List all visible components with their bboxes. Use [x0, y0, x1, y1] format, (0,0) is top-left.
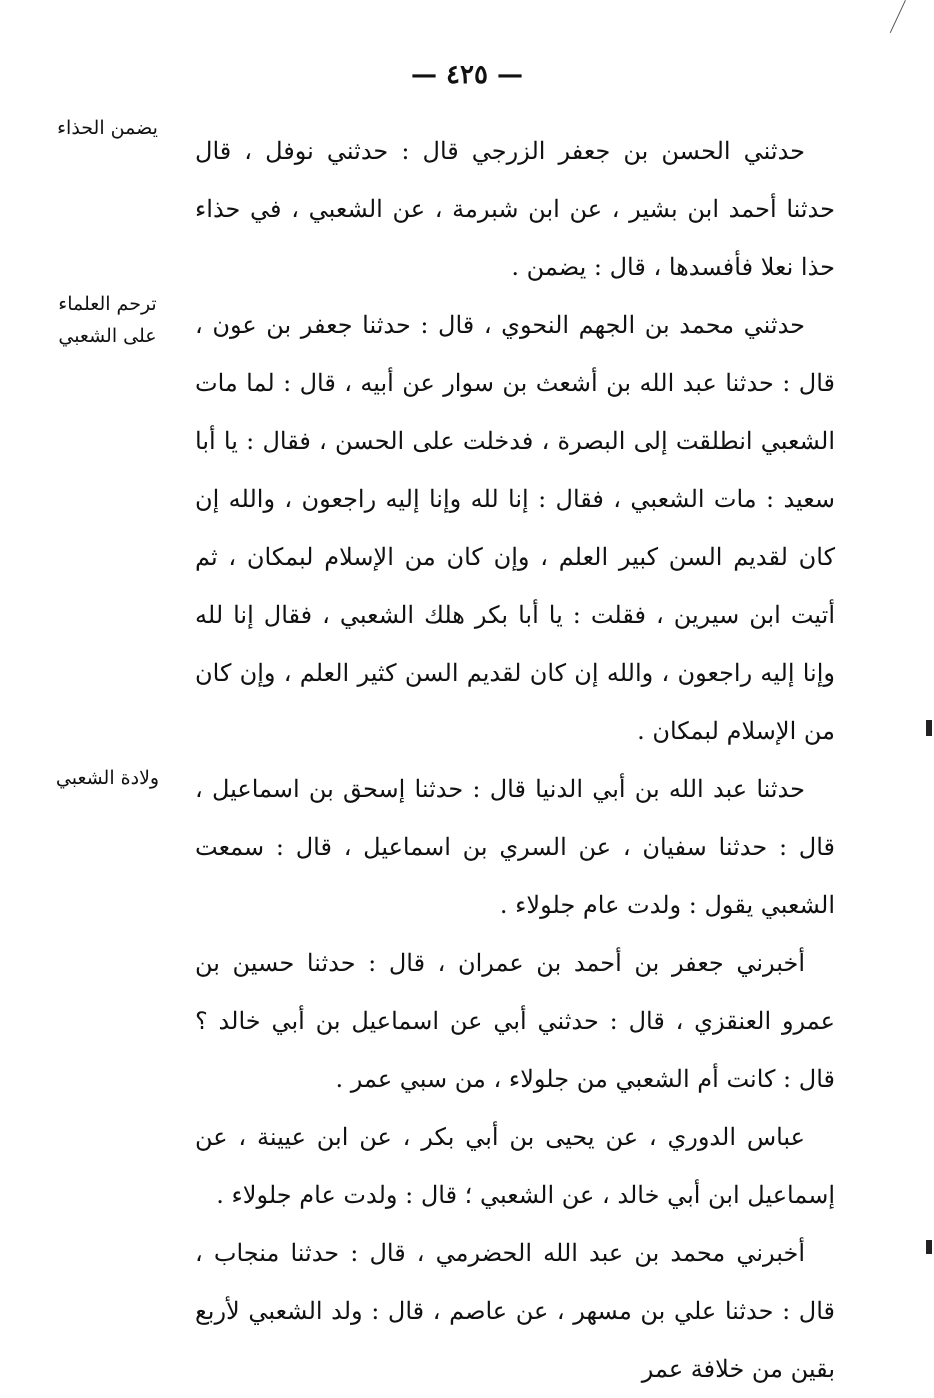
- scan-mark-bottom: [926, 1240, 932, 1254]
- paragraph-liability: حدثني الحسن بن جعفر الزرجي قال : حدثني نوفل ، قال حدثنا أحمد ابن بشير ، عن ابن شبرمة ، عن الشعبي ، في حذاء حذا نعلا فأفسدها ، قال : يضمن .: [195, 137, 835, 281]
- page-number: — ٤٢٥ —: [410, 60, 524, 90]
- margin-note-birth: ولادة الشعبي: [55, 767, 160, 789]
- paragraph-birth-jalula: حدثنا عبد الله بن أبي الدنيا قال : حدثنا إسحق بن اسماعيل ، قال : حدثنا سفيان ، عن السري بن اسماعيل ، قال : سمعت الشعبي يقول : ولدت عام جلولاء .: [195, 775, 835, 919]
- paragraph-death-report: حدثني محمد بن الجهم النحوي ، قال : حدثنا جعفر بن عون ، قال : حدثنا عبد الله بن أشعث بن سوار عن أبيه ، قال : لما مات الشعبي انطلقت إلى البصرة ، فدخلت على الحسن ، فقال : يا أبا سعيد : مات الشعبي ، فقال : إنا لله وإنا إليه راجعون ، والله إن كان لقديم السن كبير العلم ، وإن كان من الإسلام لبمكان ، ثم أتيت ابن سيرين ، فقلت : يا أبا بكر هلك الشعبي ، فقال إنا لله وإنا إليه راجعون ، والله إن كان لقديم السن كثير العلم ، وإن كان من الإسلام لبمكان .: [195, 311, 836, 745]
- margin-note-scholars-mercy: ترحم العلماء على الشعبي: [58, 293, 157, 347]
- scan-mark-top: [926, 720, 932, 736]
- paragraph-abbas-report: عباس الدوري ، عن يحيى بن أبي بكر ، عن ابن عيينة ، عن إسماعيل ابن أبي خالد ، عن الشعبي ؛ قال : ولدت عام جلولاء .: [195, 1123, 835, 1209]
- scan-line-corner: [890, 0, 906, 33]
- main-text: [195, 122, 835, 1398]
- paragraph-hadrami-report: أخبرني محمد بن عبد الله الحضرمي ، قال : حدثنا منجاب ، قال : حدثنا علي بن مسهر ، عن عاصم ، قال : ولد الشعبي لأربع بقين من خلافة عمر: [195, 1239, 836, 1383]
- margin-note-liability: يضمن الحذاء: [57, 117, 158, 139]
- paragraph-mother-origin: أخبرني جعفر بن أحمد بن عمران ، قال : حدثنا حسين بن عمرو العنقزي ، قال : حدثني أبي عن اسماعيل بن أبي خالد ؟ قال : كانت أم الشعبي من جلولاء ، من سبي عمر .: [195, 949, 835, 1093]
